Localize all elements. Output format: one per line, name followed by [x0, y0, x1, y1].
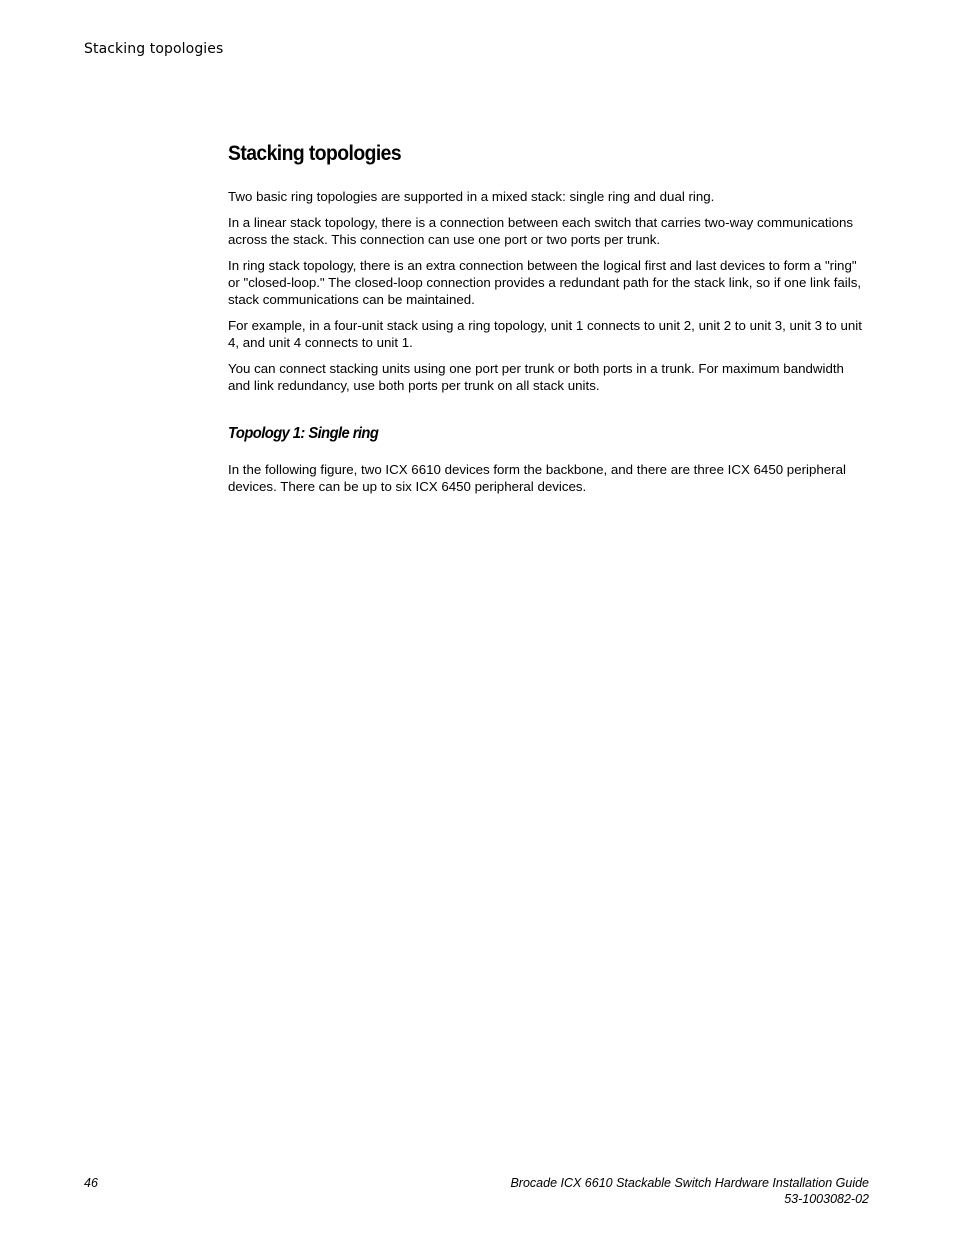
body-paragraph: In the following figure, two ICX 6610 devices form the backbone, and there are three ICX 6450 peripheral devices. There can be up to six ICX 6450 peripheral devices.: [228, 462, 846, 494]
footer-doc-number: 53-1003082-02: [784, 1192, 869, 1206]
footer-book-title: Brocade ICX 6610 Stackable Switch Hardware Installation Guide: [510, 1176, 869, 1190]
page-content: [228, 140, 864, 504]
subsection-title: Topology 1: Single ring: [228, 425, 379, 442]
body-paragraph: You can connect stacking units using one port per trunk or both ports in a trunk. For maximum bandwidth and link redundancy, use both ports per trunk on all stack units.: [228, 361, 844, 393]
footer-page-number: 46: [84, 1176, 98, 1190]
footer-doc-info: [510, 1175, 869, 1207]
running-header: Stacking topologies: [84, 41, 224, 57]
section-title: Stacking topologies: [228, 142, 402, 165]
body-paragraph: In ring stack topology, there is an extra connection between the logical first and last devices to form a "ring" or "closed-loop." The closed-loop connection provides a redundant path for the stack link, so if one link fails, stack communications can be maintained.: [228, 258, 862, 307]
body-paragraph: For example, in a four-unit stack using a ring topology, unit 1 connects to unit 2, unit 2 to unit 3, unit 3 to unit 4, and unit 4 connects to unit 1.: [228, 318, 862, 350]
body-paragraph: Two basic ring topologies are supported in a mixed stack: single ring and dual ring.: [228, 189, 715, 204]
body-paragraph: In a linear stack topology, there is a connection between each switch that carries two-way communications across the stack. This connection can use one port or two ports per trunk.: [228, 215, 854, 247]
